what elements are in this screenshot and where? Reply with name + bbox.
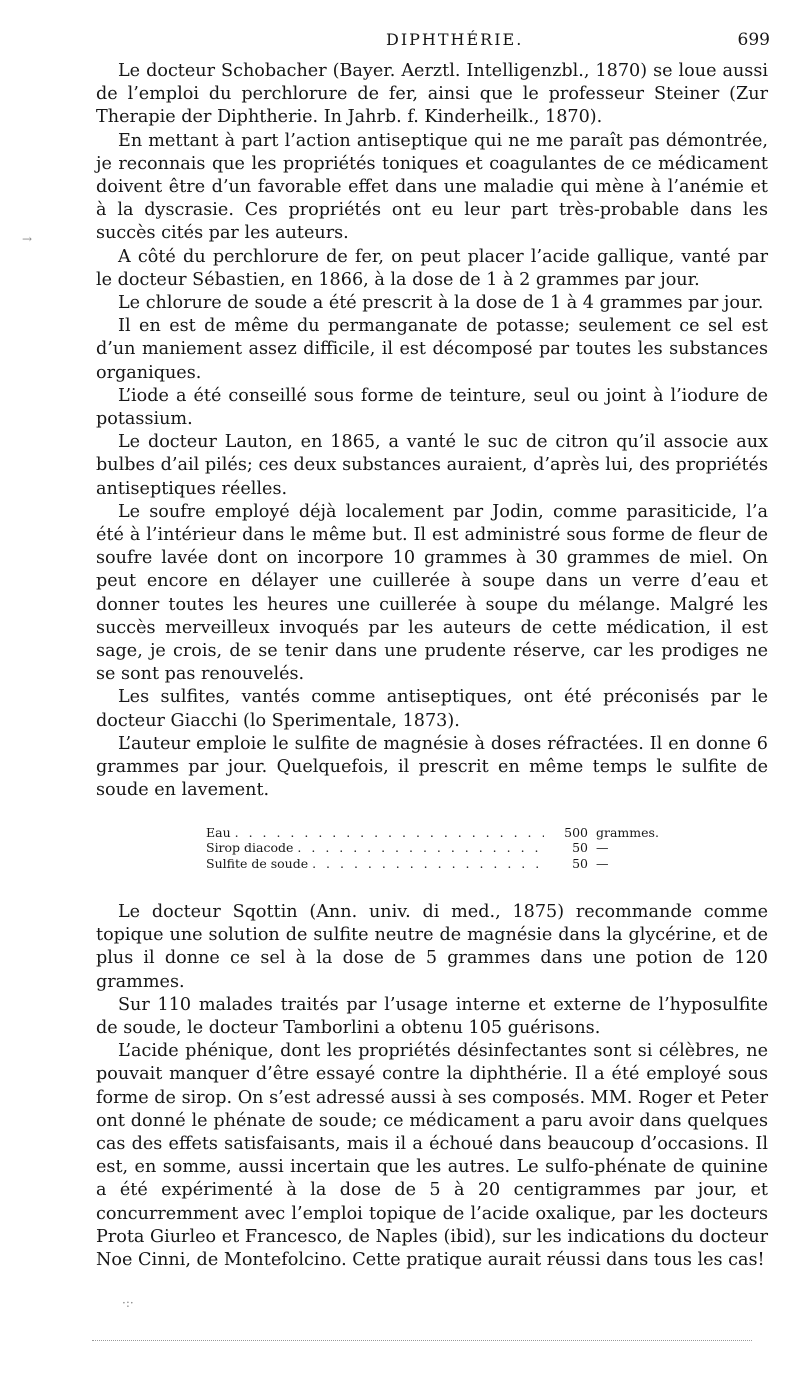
ingredient-unit: —	[596, 840, 609, 855]
recipe-row	[206, 856, 676, 872]
running-title: DIPHTHÉRIE.	[386, 30, 524, 49]
page-number: 699	[737, 30, 770, 50]
ingredient-quantity: 500	[564, 824, 588, 840]
ingredient-name: Eau	[206, 824, 231, 840]
ingredient-unit: —	[596, 855, 609, 871]
paragraph-acide-gallique: A côté du perchlorure de fer, on peut placer l’acide gallique, vanté par le docteur Sébastien, en 1866, à la dose de 1 à 2 grammes par jour.	[96, 246, 768, 290]
paragraph-iode: L’iode a été conseillé sous forme de teinture, seul ou joint à l’iodure de potassium.	[96, 385, 768, 430]
leader-dots	[235, 825, 544, 841]
page-header	[96, 30, 770, 54]
ingredient-quantity: 50	[572, 840, 588, 855]
ingredient-quantity: 50	[572, 855, 588, 871]
footer-dotted-rule	[92, 1340, 752, 1341]
ingredient-unit: grammes.	[596, 824, 659, 840]
paragraph-acide-phenique: L’acide phénique, dont les propriétés désinfectantes sont si célèbres, ne pouvait manquer d’être essayé contre la diphthérie. Il a été employé sous forme de sirop. On s’est adressé aussi à ses composés. MM. Roger et Peter ont donné le phénate de soude; ce médicament a paru avoir dans quelques cas des effets satisfaisants, mais il a échoué dans beaucoup d’occasions. Il est, en somme, aussi incertain que les autres. Le sulfo-phénate de quinine a été expérimenté à la dose de 5 à 20 centigrammes par jour, et concurremment avec l’emploi topique de l’acide oxalique, par les docteurs Prota Giurleo et Francesco, de Naples (ibid), sur les indications du docteur Noe Cinni, de Montefolcino. Cette pratique aurait réussi dans tous les cas!	[96, 1041, 768, 1271]
prescription-formula	[206, 825, 676, 872]
recipe-row	[206, 840, 676, 856]
paragraph-suc-de-citron: Le docteur Lauton, en 1865, a vanté le suc de citron qu’il associe aux bulbes d’ail pilés; ces deux substances auraient, d’après lui, des propriétés antiseptiques réelles.	[96, 432, 768, 499]
paragraph-tamborlini: Sur 110 malades traités par l’usage interne et externe de l’hyposulfite de soude, le docteur Tamborlini a obtenu 105 guérisons.	[96, 994, 768, 1039]
leader-dots	[297, 840, 544, 856]
body-text	[96, 60, 768, 1272]
paragraph-permanganate: Il en est de même du permanganate de potasse; seulement ce sel est d’un maniement assez difficile, il est décomposé par toutes les substances organiques.	[96, 316, 768, 383]
paragraph-sqottin: Le docteur Sqottin (Ann. univ. di med., 1875) recommande comme topique une solution de sulfite neutre de magnésie dans la glycérine, et de plus il donne ce sel à la dose de 5 grammes dans une potion de 120 grammes.	[96, 902, 768, 992]
paragraph-antiseptic-action: En mettant à part l’action antiseptique qui ne me paraît pas démontrée, je reconnais que les propriétés toniques et coagulantes de ce médicament doivent être d’un favorable effet dans une maladie qui mène à l’anémie et à la dyscrasie. Ces propriétés ont eu leur part très-probable dans les succès cités par les auteurs.	[96, 130, 768, 244]
ingredient-name: Sirop diacode	[206, 840, 294, 855]
margin-mark: →	[22, 232, 33, 246]
paragraph-soufre: Le soufre employé déjà localement par Jodin, comme parasiticide, l’a été à l’intérieur dans le même but. Il est administré sous forme de fleur de soufre lavée dont on incorpore 10 grammes à 30 grammes de miel. On peut encore en délayer une cuillerée à soupe dans un verre d’eau et donner toutes les heures une cuillerée à soupe du mélange. Malgré les succès merveilleux invoqués par les auteurs de cette médication, il est sage, je crois, de se tenir dans une prudente réserve, car les prodiges ne se sont pas renouvelés.	[96, 501, 768, 685]
leader-dots	[312, 856, 544, 872]
recipe-row	[206, 825, 676, 841]
ingredient-name: Sulfite de soude	[206, 855, 309, 871]
paragraph-chlorure-de-soude: Le chlorure de soude a été prescrit à la dose de 1 à 4 grammes par jour.	[118, 293, 764, 314]
paragraph-sulfite-magnesie: L’auteur emploie le sulfite de magnésie à doses réfractées. Il en donne 6 grammes par jour. Quelquefois, il prescrit en même temps le sulfite de soude en lavement.	[96, 733, 768, 801]
scan-speck: ·:·	[122, 1296, 134, 1310]
paragraph-schobacher: Le docteur Schobacher (Bayer. Aerztl. Intelligenzbl., 1870) se loue aussi de l’emploi du perchlorure de fer, ainsi que le professeur Steiner (Zur Therapie der Diphtherie. In Jahrb. f. Kinderheilk., 1870).	[96, 61, 768, 128]
paragraph-sulfites: Les sulfites, vantés comme antiseptiques, ont été préconisés par le docteur Giacchi (lo Sperimentale, 1873).	[96, 687, 768, 731]
